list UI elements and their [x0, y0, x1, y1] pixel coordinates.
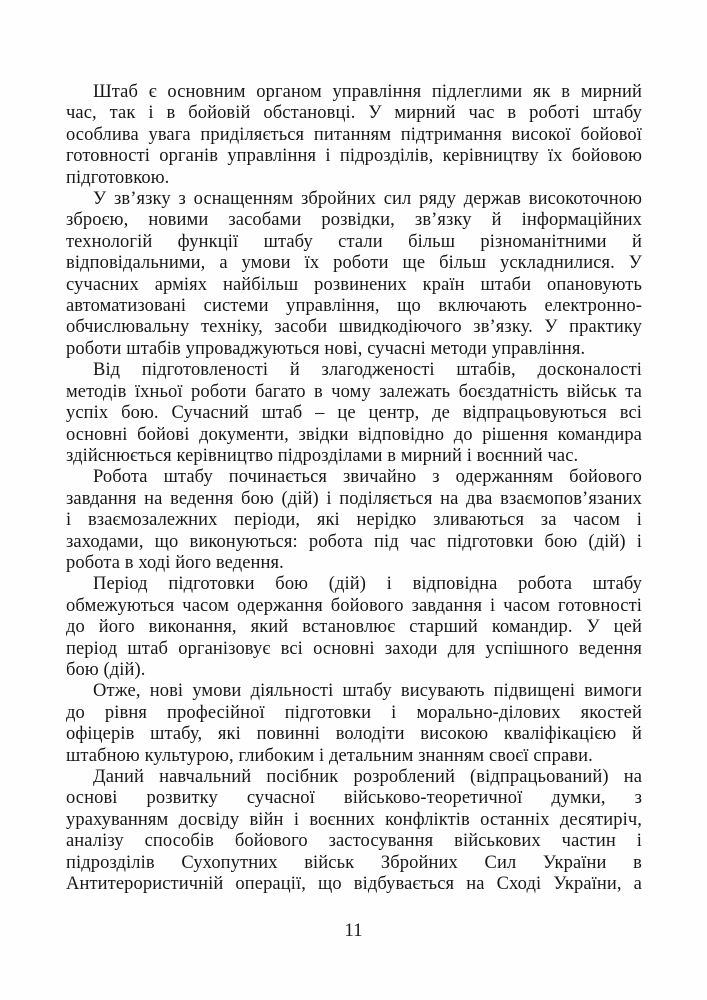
page-body-text — [66, 82, 642, 895]
text-line: готовності органів управління і підрозділів, керівництву їх бойовою — [66, 146, 642, 167]
paragraph — [66, 360, 642, 467]
text-line: бою (дій). — [66, 659, 146, 680]
text-line: здійснюється керівництво підрозділами в мирний і воєнний час. — [66, 445, 579, 466]
text-line: завдання на ведення бою (дій) і поділяється на два взаємопов’язаних — [66, 488, 642, 509]
paragraph — [66, 189, 642, 360]
text-line: урахуванням досвіду війн і воєнних конфліктів останніх десятиріч, — [66, 809, 642, 830]
text-line: Штаб є основним органом управління підлеглими як в мирний — [93, 82, 642, 102]
page-number: 11 — [344, 920, 363, 941]
text-line: зброєю, новими засобами розвідки, зв’язку й інформаційних — [66, 210, 642, 231]
paragraph — [66, 467, 642, 574]
text-line: відповідальними, а умови їх роботи ще більш ускладнилися. У — [66, 253, 642, 274]
text-line: підготовкою. — [66, 167, 170, 188]
text-line: успіх бою. Сучасний штаб – це центр, де відпрацьовуються всі — [66, 403, 642, 424]
text-line: час, так і в бойовій обстановці. У мирний час в роботі штабу — [66, 103, 642, 124]
text-line: автоматизовані системи управління, що включають електронно- — [66, 296, 642, 317]
text-line: Від підготовленості й злагодженості штабів, досконалості — [93, 360, 642, 381]
text-line: штабною культурою, глибоким і детальним знанням своєї справи. — [66, 745, 593, 766]
text-line: Антитерористичній операції, що відбувається на Сході України, а — [66, 874, 642, 895]
paragraph — [66, 681, 642, 767]
text-line: робота в ході його ведення. — [66, 552, 284, 573]
text-line: аналізу способів бойового застосування військових частин і — [66, 831, 642, 852]
paragraph — [66, 82, 642, 189]
text-line: методів їхньої роботи багато в чому залежать боєздатність військ та — [66, 381, 642, 402]
paragraph — [66, 574, 642, 681]
text-line: Даний навчальний посібник розроблений (відпрацьований) на — [93, 767, 642, 787]
text-line: до його виконання, який встановлює старший командир. У цей — [66, 617, 642, 638]
text-line: особлива увага приділяється питанням підтримання високої бойової — [66, 124, 642, 145]
text-line: підрозділів Сухопутних військ Збройних Сил України в — [66, 852, 642, 873]
text-line: У зв’язку з оснащенням збройних сил ряду держав високоточною — [93, 189, 642, 210]
text-line: Робота штабу починається звичайно з одержанням бойового — [93, 467, 642, 488]
text-line: заходами, що виконуються: робота під час підготовки бою (дій) і — [66, 531, 642, 552]
text-line: сучасних арміях найбільш розвинених країн штаби опановують — [66, 274, 642, 295]
text-line: Отже, нові умови діяльності штабу висувають підвищені вимоги — [93, 681, 642, 702]
text-line: до рівня професійної підготовки і морально-ділових якостей — [66, 702, 642, 723]
text-line: роботи штабів упроваджуються нові, сучасні методи управління. — [66, 338, 586, 359]
text-line: і взаємозалежних періоди, які нерідко зливаються за часом і — [66, 510, 642, 531]
text-line: обмежуються часом одержання бойового завдання і часом готовності — [66, 595, 642, 616]
text-line: Період підготовки бою (дій) і відповідна робота штабу — [93, 574, 642, 595]
text-line: основі розвитку сучасної військово-теоретичної думки, з — [66, 788, 642, 809]
text-line: технологій функції штабу стали більш різноманітними й — [66, 231, 642, 252]
text-line: основні бойові документи, звідки відповідно до рішення командира — [66, 424, 642, 445]
paragraph — [66, 767, 642, 895]
text-line: офіцерів штабу, які повинні володіти високою кваліфікацією й — [66, 724, 642, 745]
text-line: період штаб організовує всі основні заходи для успішного ведення — [66, 638, 642, 659]
text-line: обчислювальну техніку, засоби швидкодіючого зв’язку. У практику — [66, 317, 642, 338]
